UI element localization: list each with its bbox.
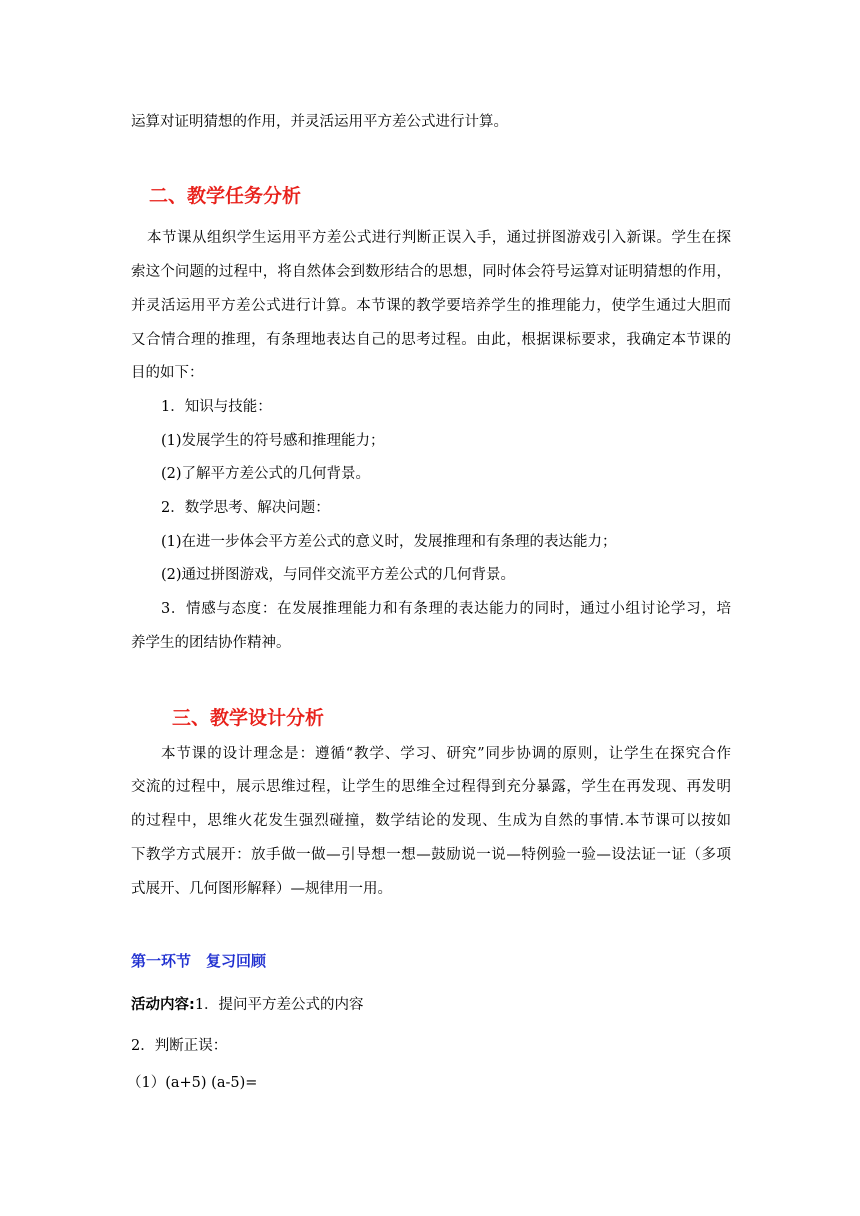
goal-item: 2．数学思考、解决问题：	[161, 500, 330, 516]
activity-label: 活动内容:	[131, 997, 195, 1013]
activity-line	[131, 995, 731, 1015]
goal-item: 1．知识与技能：	[161, 399, 272, 415]
goal-subitem: (2)通过拼图游戏，与同伴交流平方差公式的几何背景。	[161, 567, 516, 583]
paragraph-line: 式展开、几何图形解释）—规律用一用。	[131, 881, 392, 897]
paragraph-line: 运算对证明猜想的作用，并灵活运用平方差公式进行计算。	[131, 114, 508, 130]
goal-subitem: (1)发展学生的符号感和推理能力；	[161, 433, 385, 449]
paragraph-line: 本节课从组织学生运用平方差公式进行判断正误入手，通过拼图游戏引入新课。学生在探	[147, 230, 731, 246]
goal-subitem: (2)了解平方差公式的几何背景。	[161, 466, 371, 482]
paragraph-line: 2．判断正误：	[131, 1038, 228, 1054]
section-heading-task-analysis: 二、教学任务分析	[149, 185, 302, 207]
paragraph-line: 目的如下：	[131, 365, 204, 381]
paragraph-line: 索这个问题的过程中，将自然体会到数形结合的思想，同时体会符号运算对证明猜想的作用，	[131, 264, 731, 280]
step-heading-review: 第一环节 复习回顾	[131, 952, 267, 970]
section-heading-design-analysis: 三、教学设计分析	[172, 707, 325, 729]
goal-subitem: (1)在进一步体会平方差公式的意义时，发展推理和有条理的表达能力；	[161, 534, 617, 550]
goal-item: 3．情感与态度：在发展推理能力和有条理的表达能力的同时，通过小组讨论学习，培	[161, 601, 731, 617]
paragraph-line: 养学生的团结协作精神。	[131, 635, 291, 651]
exercise-item: （1）(a+5) (a-5)=	[127, 1075, 258, 1091]
activity-text: 1．提问平方差公式的内容	[194, 997, 364, 1013]
paragraph-line: 交流的过程中，展示思维过程，让学生的思维全过程得到充分暴露，学生在再发现、再发明	[131, 779, 731, 795]
paragraph-line: 又合情合理的推理，有条理地表达自己的思考过程。由此，根据课标要求，我确定本节课的	[131, 332, 731, 348]
paragraph-line: 下教学方式展开：放手做一做—引导想一想—鼓励说一说—特例验一验—设法证一证（多项	[131, 847, 731, 863]
paragraph-line: 本节课的设计理念是：遵循“教学、学习、研究”同步协调的原则，让学生在探究合作	[161, 746, 731, 762]
paragraph-line: 的过程中，思维火花发生强烈碰撞，数学结论的发现、生成为自然的事情.本节课可以按如	[131, 813, 731, 829]
paragraph-line: 并灵活运用平方差公式进行计算。本节课的教学要培养学生的推理能力，使学生通过大胆而	[131, 298, 731, 314]
